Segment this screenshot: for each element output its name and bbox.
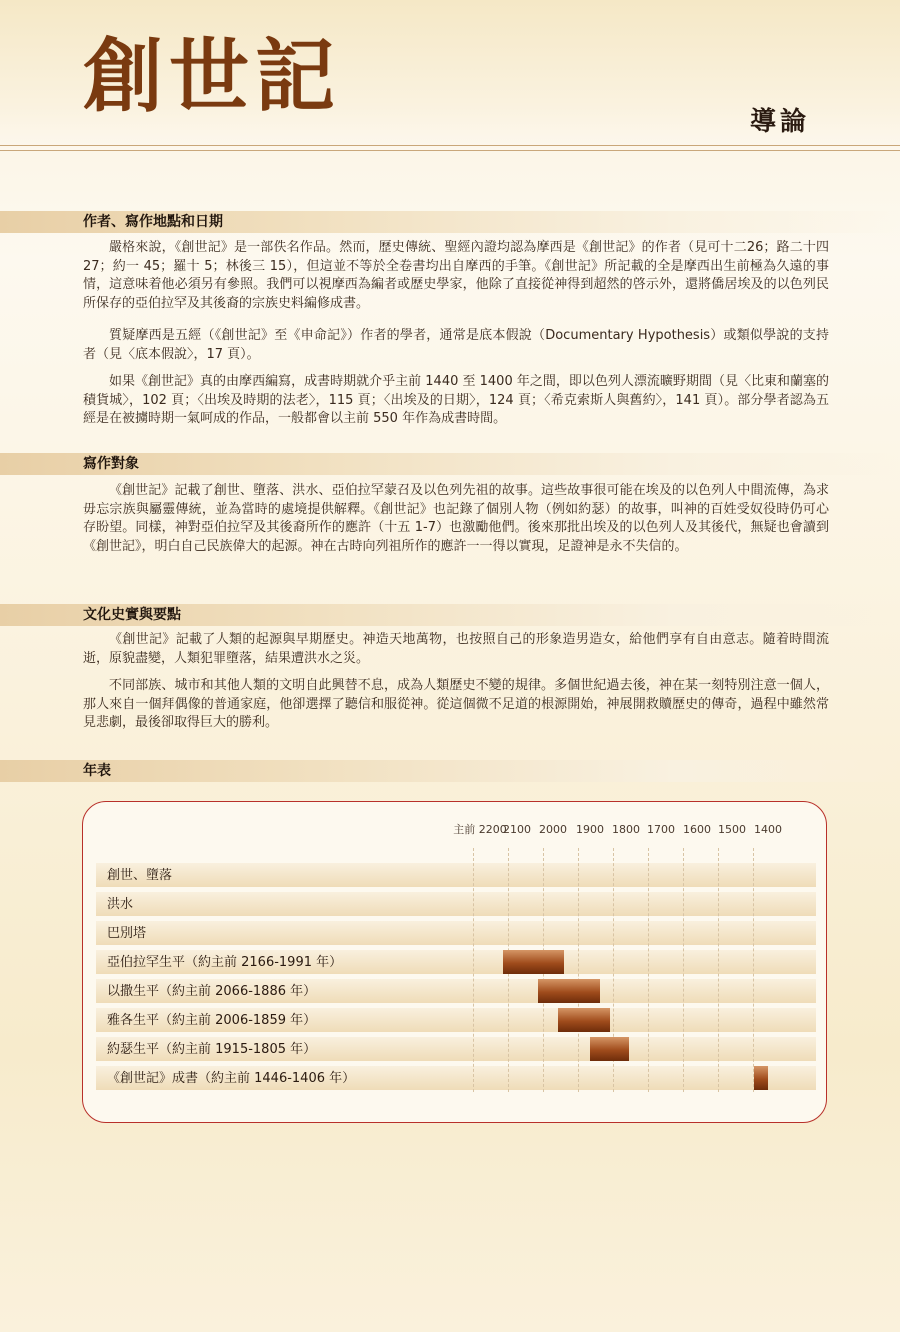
header-rule-bottom (0, 150, 900, 151)
timeline-bar (558, 1008, 609, 1032)
timeline-bar (503, 950, 564, 974)
timeline-bar (590, 1037, 628, 1061)
timeline-row (96, 863, 816, 887)
scale-label: 1900 (576, 823, 604, 836)
timeline-row-label: 《創世記》成書（約主前 1446-1406 年） (107, 1071, 356, 1086)
timeline-row-label: 創世、墮落 (107, 868, 173, 883)
timeline-row (96, 921, 816, 945)
gridline (648, 848, 649, 1092)
paragraph: 嚴格來說，《創世記》是一部佚名作品。然而，歷史傳統、聖經內證均認為摩西是《創世記》的作者（見可十二26；路二十四 27；約一 45；羅十 5；林後三 15），但這並不等於全卷書均出自摩西的手筆。《創世記》所記載的全是摩西出生前極為久遠的事情，這意味着他必須另有參照。我們可以視摩西為編者或歷史學家，他除了直接從神得到超然的啓示外，還將僑居埃及的以色列民所保存的亞伯拉罕及其後裔的宗族史料編修成書。 (83, 240, 829, 311)
page-title: 創世記 (83, 29, 341, 123)
scale-label: 1400 (754, 823, 782, 836)
section-heading-culture (0, 604, 900, 626)
gridline (578, 848, 579, 1092)
paragraph: 《創世記》記載了創世、墮落、洪水、亞伯拉罕蒙召及以色列先祖的故事。這些故事很可能在埃及的以色列人中間流傳，為求毋忘宗族與屬靈傳統，並為當時的處境提供解釋。《創世記》也記錄了個別人物（例如約瑟）的故事，叫神的百姓受奴役時仍可心存盼望。同樣，神對亞伯拉罕及其後裔所作的應許（十五 1-7）也激勵他們。後來那批出埃及的以色列人及其後代，無疑也會讀到《創世記》，明白自己民族偉大的起源。神在古時向列祖所作的應許一一得以實現，足證神是永不失信的。 (83, 483, 829, 554)
timeline-row-label: 以撒生平（約主前 2066-1886 年） (107, 984, 317, 999)
paragraph: 不同部族、城市和其他人類的文明自此興替不息，成為人類歷史不變的規律。多個世紀過去後，神在某一刻特別注意一個人，那人來自一個拜偶像的普通家庭，他卻選擇了聽信和服從神。從這個微不足道的根源開始，神展開救贖歷史的傳奇，過程中雖然常見悲劇，最後卻取得巨大的勝利。 (83, 678, 829, 731)
section-heading-author (0, 211, 900, 233)
paragraph: 質疑摩西是五經（《創世記》至《申命記》）作者的學者，通常是底本假說（Documentary Hypothesis）或類似學說的支持者（見〈底本假說〉，17 頁）。 (83, 328, 829, 362)
timeline-row-label: 約瑟生平（約主前 1915-1805 年） (107, 1042, 317, 1057)
timeline-row-label: 雅各生平（約主前 2006-1859 年） (107, 1013, 317, 1028)
paragraph: 如果《創世記》真的由摩西編寫，成書時期就介乎主前 1440 至 1400 年之間，即以色列人漂流曠野期間（見〈比東和蘭塞的積貨城〉，102 頁；〈出埃及時期的法老〉，115 頁；〈出埃及的日期〉，124 頁；〈希克索斯人與舊約〉，141 頁）。部分學者認為五經是在被擄時期一氣呵成的作品，一般都會以主前 550 年作為成書時間。 (83, 374, 829, 427)
timeline-row-label: 亞伯拉罕生平（約主前 2166-1991 年） (107, 955, 343, 970)
section-heading-text: 作者、寫作地點和日期 (83, 214, 223, 230)
scale-label: 2100 (503, 823, 531, 836)
section-heading-text: 年表 (83, 763, 111, 779)
scale-label: 1500 (718, 823, 746, 836)
scale-label: 1600 (683, 823, 711, 836)
gridline (473, 848, 474, 1092)
page-subtitle: 導論 (750, 107, 811, 137)
gridline (753, 848, 754, 1092)
timeline-bar (538, 979, 601, 1003)
paragraph: 《創世記》記載了人類的起源與早期歷史。神造天地萬物，也按照自己的形象造男造女，給他們享有自由意志。隨着時間流逝，原貌盡變，人類犯罪墮落，結果遭洪水之災。 (83, 632, 829, 666)
scale-label: 1800 (612, 823, 640, 836)
timeline-bar (754, 1066, 768, 1090)
gridline (683, 848, 684, 1092)
header-rule-top (0, 145, 900, 146)
timeline-row-label: 洪水 (107, 897, 134, 912)
timeline-row-label: 巴別塔 (107, 926, 147, 941)
scale-label: 1700 (647, 823, 675, 836)
section-heading-audience (0, 453, 900, 475)
section-heading-timeline (0, 760, 900, 782)
section-heading-text: 寫作對象 (83, 456, 139, 472)
scale-label: 主前 2200 (453, 823, 507, 836)
scale-label: 2000 (539, 823, 567, 836)
timeline-row (96, 892, 816, 916)
gridline (718, 848, 719, 1092)
section-heading-text: 文化史實與要點 (83, 607, 181, 623)
